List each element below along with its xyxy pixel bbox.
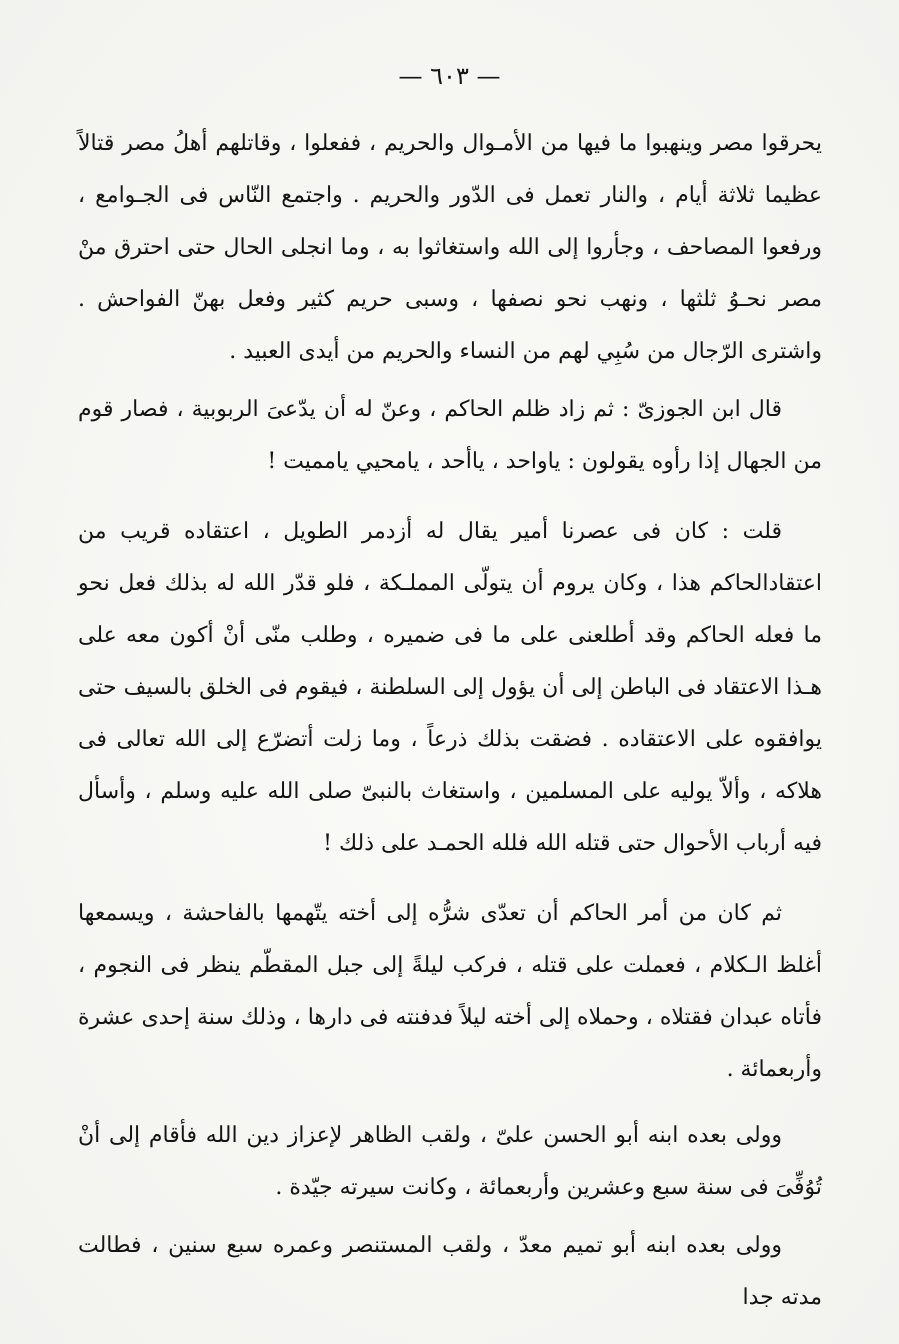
main-text — [78, 118, 822, 1324]
page-number: — ٦٠٣ — — [398, 62, 501, 90]
paragraph-gap — [78, 870, 822, 888]
paragraph-gap — [78, 1096, 822, 1110]
paragraph-gap — [78, 488, 822, 506]
paragraph-4: ثم كان من أمر الحاكم أن تعدّى شرُّه إلى أخته يتّهمها بالفاحشة ، ويسمعها أغلظ الـكلام ، فعملت على قتله ، فركب ليلةً إلى جبل المقطّم ينظر فى النجوم ، فأتاه عبدان فقتلاه ، وحملاه إلى أخته ليلاً فدفنته فى دارها ، وذلك سنة إحدى عشرة وأربعمائة . — [78, 901, 822, 1082]
paragraph-2: قال ابن الجوزىّ : ثم زاد ظلم الحاكم ، وعنّ له أن يدّعىَ الربوبية ، فصار قوم من الجهال إذا رأوه يقولون : ياواحد ، ياأحد ، يامحيي يامميت ! — [78, 397, 822, 474]
paragraph-6: وولى بعده ابنه أبو تميم معدّ ، ولقب المستنصر وعمره سبع سنين ، فطالت مدته جدا — [78, 1233, 822, 1310]
paragraph-5: وولى بعده ابنه أبو الحسن علىّ ، ولقب الظاهر لإعزاز دين الله فأقام إلى أنْ تُوُفِّىَ فى سنة سبع وعشرين وأربعمائة ، وكانت سيرته جيّدة . — [78, 1123, 822, 1200]
paragraph-3: قلت : كان فى عصرنا أمير يقال له أزدمر الطويل ، اعتقاده قريب من اعتقادالحاكم هذا ، وكان يروم أن يتولّى المملـكة ، فلو قدّر الله له بذلك فعل نحو ما فعله الحاكم وقد أطلعنى على ما فى ضميره ، وطلب منّى أنْ أكون معه على هـذا الاعتقاد فى الباطن إلى أن يؤول إلى السلطنة ، فيقوم فى الخلق بالسيف حتى يوافقوه على الاعتقاده . فضقت بذلك ذرعاً ، وما زلت أتضرّع إلى الله تعالى فى هلاكه ، وألاّ يوليه على المسلمين ، واستغاث بالنبىّ صلى الله عليه وسلم ، وأسأل فيه أرباب الأحوال حتى قتله الله فلله الحمـد على ذلك ! — [78, 519, 822, 856]
paragraph-1: يحرقوا مصر وينهبوا ما فيها من الأمـوال والحريم ، ففعلوا ، وقاتلهم أهلُ مصر قتالاً عظيما ثلاثة أيام ، والنار تعمل فى الدّور والحريم . واجتمع النّاس فى الجـوامع ، ورفعوا المصاحف ، وجأروا إلى الله واستغاثوا به ، وما انجلى الحال حتى احترق منْ مصر نحـوُ ثلثها ، ونهب نحو نصفها ، وسبى حريم كثير وفعل بهنّ الفواحش . واشترى الرّجال من سُبِي لهم من النساء والحريم من أيدى العبيد . — [78, 131, 822, 364]
